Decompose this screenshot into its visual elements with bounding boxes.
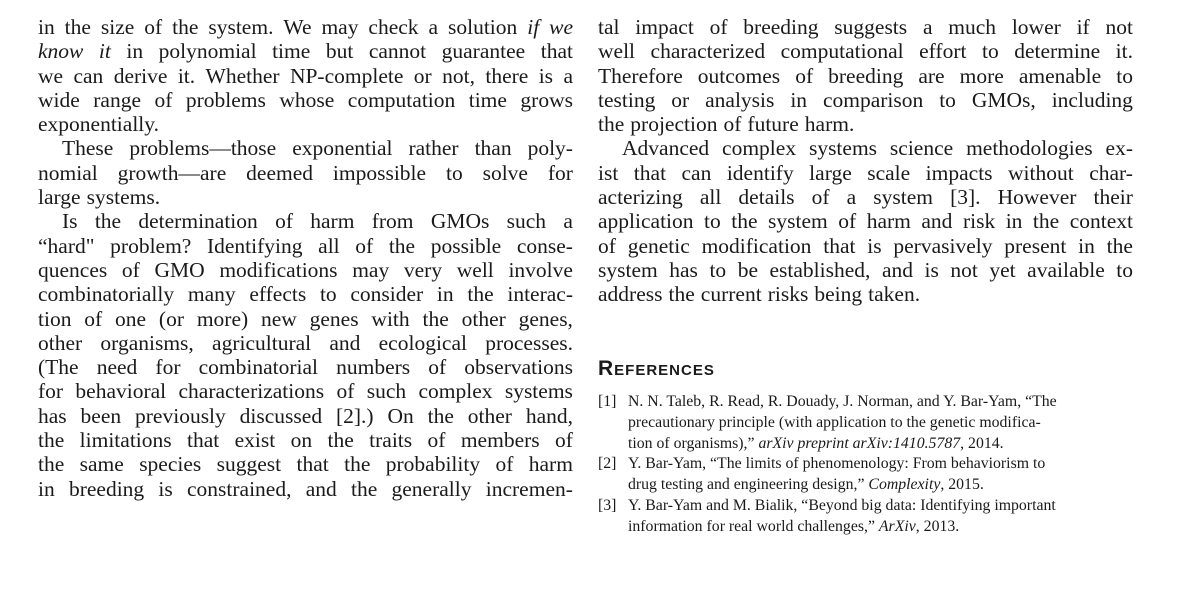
references-heading: References	[598, 357, 715, 380]
text-line: “hard" problem? Identifying all of the possible conse-	[38, 233, 573, 258]
text-line: tion of one (or more) new genes with the other genes,	[38, 306, 573, 331]
text-line: the projection of future harm.	[598, 112, 855, 137]
reference-item	[598, 392, 1133, 454]
reference-text: N. N. Taleb, R. Read, R. Douady, J. Norman, and Y. Bar-Yam, “The precautionary principle (with application to the genetic modifica- tion of organisms),” arXiv preprint arXiv:1410.5787, 2014.	[628, 393, 1057, 452]
text-line: the limitations that exist on the traits of members of	[38, 428, 573, 453]
text-line: address the current risks being taken.	[598, 282, 921, 307]
text-line: (The need for combinatorial numbers of observations	[38, 355, 573, 380]
reference-number: [2]	[598, 455, 617, 473]
text-line: testing or analysis in comparison to GMOs, including	[598, 87, 1133, 112]
reference-item	[598, 496, 1133, 538]
text-line: for behavioral characterizations of such complex systems	[38, 379, 573, 404]
text-line: These problems—those exponential rather than poly-	[62, 136, 573, 161]
reference-item	[598, 454, 1133, 496]
text-line: quences of GMO modifications may very well involve	[38, 257, 573, 282]
text-line: combinatorially many effects to consider in the interac-	[38, 282, 573, 307]
text-line: acterizing all details of a system [3]. However their	[598, 185, 1133, 210]
text-line: large systems.	[38, 185, 161, 210]
text-line: of genetic modification that is pervasively present in the	[598, 233, 1133, 258]
left-column-text	[38, 15, 573, 501]
text-line: other organisms, agricultural and ecological processes.	[38, 330, 573, 355]
right-column-text	[598, 15, 1133, 307]
text-line: the same species suggest that the probability of harm	[38, 452, 573, 477]
text-line: well characterized computational effort to determine it.	[598, 39, 1133, 64]
references-list	[598, 392, 1133, 538]
reference-number: [3]	[598, 496, 617, 514]
text-line: we can derive it. Whether NP-complete or not, there is a	[38, 63, 573, 88]
reference-number: [1]	[598, 393, 617, 410]
reference-text: Y. Bar-Yam, “The limits of phenomenology: From behaviorism to drug testing and engineering design,” Complexity, 2015.	[628, 455, 1046, 494]
text-line: Therefore outcomes of breeding are more amenable to	[598, 63, 1133, 88]
text-line: ist that can identify large scale impacts without char-	[598, 160, 1133, 185]
text-line: in breeding is constrained, and the generally incremen-	[38, 476, 573, 501]
text-line: in the size of the system. We may check a solution if we	[38, 15, 573, 39]
text-line: Is the determination of harm from GMOs such a	[62, 209, 573, 234]
text-line: tal impact of breeding suggests a much lower if not	[598, 15, 1133, 39]
reference-text: Y. Bar-Yam and M. Bialik, “Beyond big data: Identifying important information for real world challenges,” ArXiv, 2013.	[628, 496, 1056, 535]
text-line: nomial growth—are deemed impossible to solve for	[38, 160, 573, 185]
text-line: system has to be established, and is not yet available to	[598, 257, 1133, 282]
text-line: application to the system of harm and risk in the context	[598, 209, 1133, 234]
text-line: exponentially.	[38, 112, 160, 137]
text-line: Advanced complex systems science methodologies ex-	[622, 136, 1133, 161]
text-line: wide range of problems whose computation time grows	[38, 87, 573, 112]
text-line: know it in polynomial time but cannot guarantee that	[38, 39, 573, 64]
text-line: has been previously discussed [2].) On the other hand,	[38, 403, 573, 428]
